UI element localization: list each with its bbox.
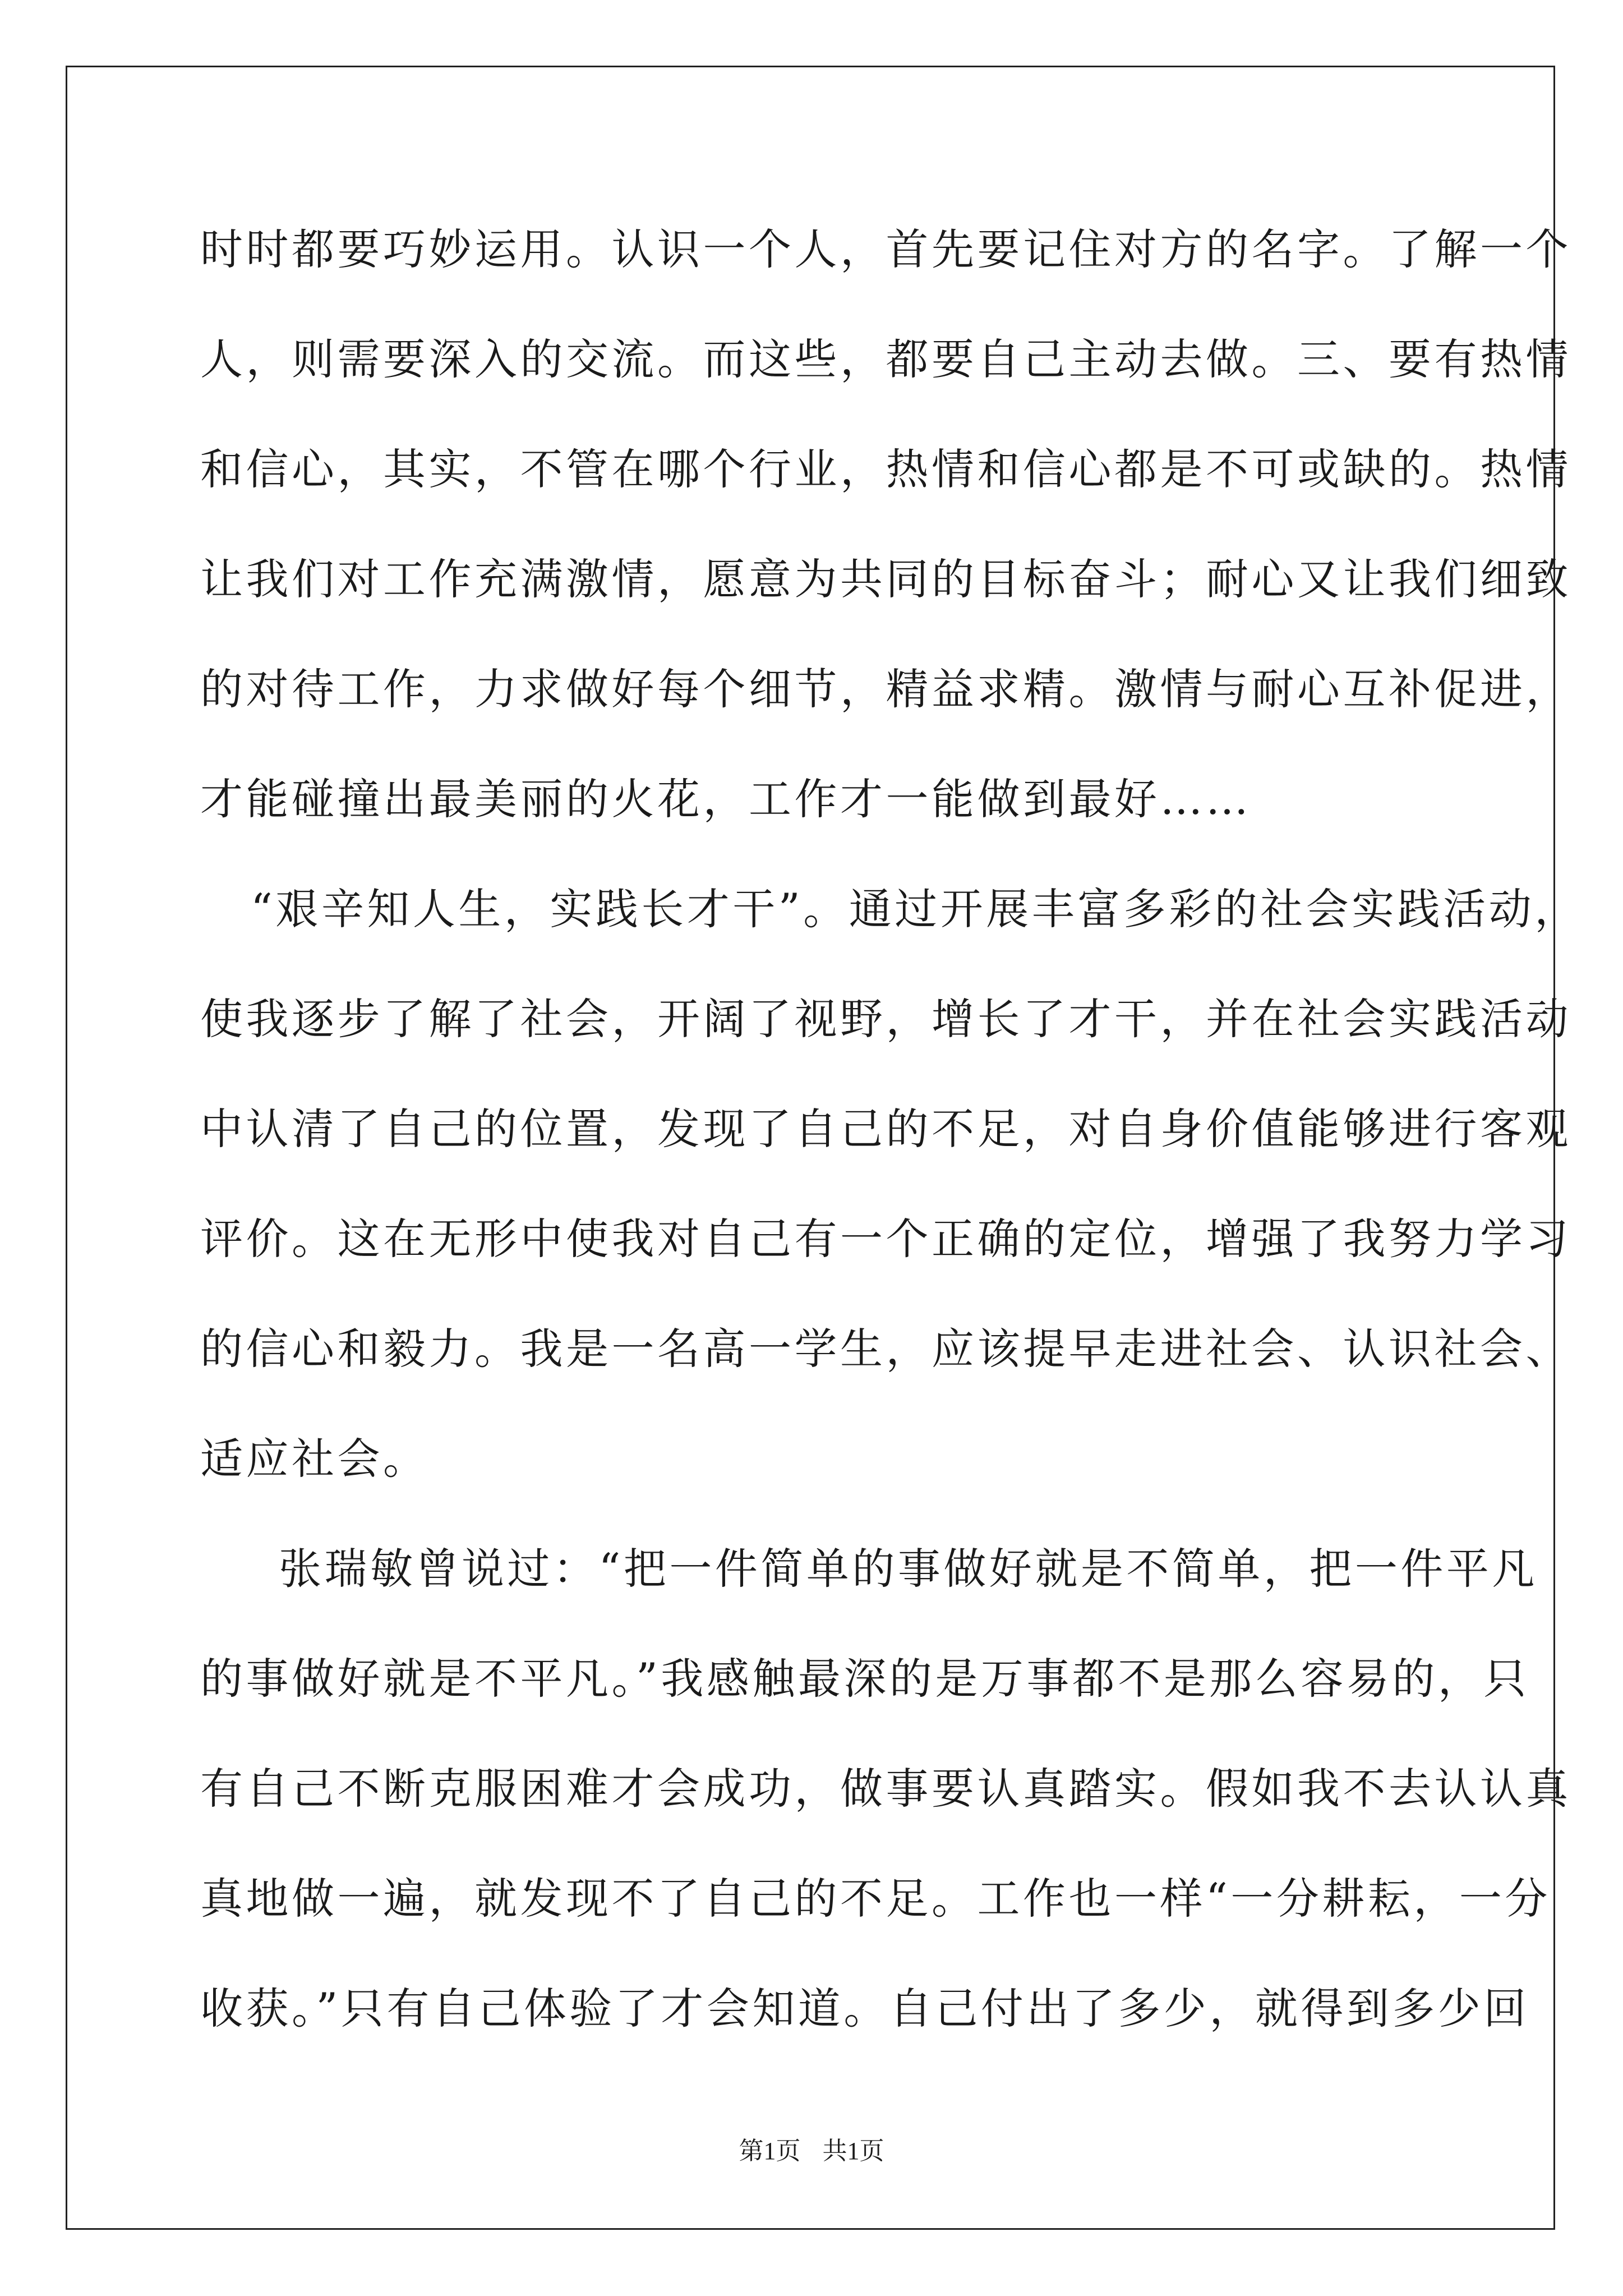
page-footer: [0, 2134, 1623, 2168]
text-line: 中认清了自己的位置，发现了自己的不足，对自身价值能够进行客观: [200, 1104, 1571, 1154]
text-line: 的事做好就是不平凡。”我感触最深的是万事都不是那么容易的，只: [200, 1654, 1529, 1704]
page-total: 共1页: [822, 2137, 884, 2165]
text-line: 让我们对工作充满激情，愿意为共同的目标奋斗；耐心又让我们细致: [200, 554, 1571, 604]
text-line: 的对待工作，力求做好每个细节，精益求精。激情与耐心互补促进，: [200, 664, 1571, 714]
text-line: 使我逐步了解了社会，开阔了视野，增长了才干，并在社会实践活动: [200, 994, 1571, 1044]
paragraph-first-line: 张瑞敏曾说过：“把一件简单的事做好就是不简单，把一件平凡: [279, 1544, 1538, 1594]
text-line: 人，则需要深入的交流。而这些，都要自己主动去做。三、要有热情: [200, 334, 1571, 384]
text-line: 的信心和毅力。我是一名高一学生，应该提早走进社会、认识社会、: [200, 1324, 1571, 1374]
text-line: 时时都要巧妙运用。认识一个人，首先要记住对方的名字。了解一个: [200, 224, 1571, 274]
text-line: 有自己不断克服困难才会成功，做事要认真踏实。假如我不去认认真: [200, 1764, 1571, 1814]
text-line: 适应社会。: [200, 1434, 429, 1484]
text-line: 收获。”只有自己体验了才会知道。自己付出了多少，就得到多少回: [200, 1984, 1529, 2033]
text-line: 评价。这在无形中使我对自己有一个正确的定位，增强了我努力学习: [200, 1214, 1571, 1264]
text-line: 才能碰撞出最美丽的火花，工作才一能做到最好……: [200, 774, 1252, 824]
text-line: 和信心，其实，不管在哪个行业，热情和信心都是不可或缺的。热情: [200, 444, 1571, 494]
paragraph-first-line: “艰辛知人生，实践长才干”。通过开展丰富多彩的社会实践活动，: [251, 884, 1580, 934]
page-number: 第1页: [739, 2137, 801, 2165]
text-line: 真地做一遍，就发现不了自己的不足。工作也一样“一分耕耘，一分: [200, 1874, 1551, 1924]
